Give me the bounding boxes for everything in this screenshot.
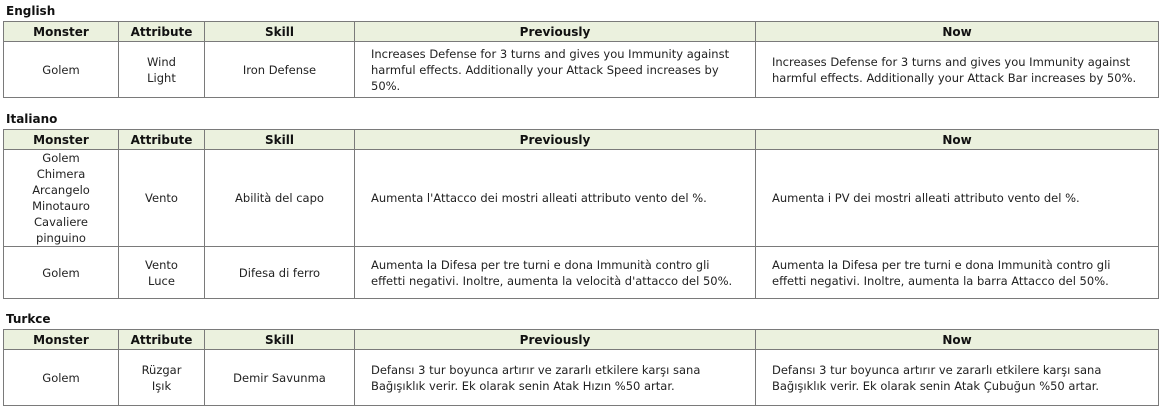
col-header-monster: Monster (4, 330, 119, 350)
table-turkce (3, 329, 1159, 406)
monster-cell: Golem (4, 247, 119, 299)
col-header-attribute: Attribute (119, 330, 205, 350)
previously-cell: Aumenta l'Attacco dei mostri alleati attributo vento del %. (355, 150, 756, 247)
skill-cell: Demir Savunma (205, 350, 355, 406)
skill-cell: Iron Defense (205, 42, 355, 98)
section-title-turkce: Turkce (6, 312, 51, 326)
col-header-skill: Skill (205, 22, 355, 42)
attribute-cell: Vento (119, 150, 205, 247)
table-row (4, 350, 1159, 406)
col-header-previously: Previously (355, 130, 756, 150)
table-italiano (3, 129, 1159, 299)
col-header-skill: Skill (205, 130, 355, 150)
monster-cell: Golem (4, 350, 119, 406)
table-row (4, 150, 1159, 247)
previously-cell: Aumenta la Difesa per tre turni e dona Immunità contro gli effetti negativi. Inoltre, aumenta la velocità d'attacco del 50%. (355, 247, 756, 299)
now-cell: Defansı 3 tur boyunca artırır ve zararlı etkilere karşı sana Bağışıklık verir. Ek olarak senin Atak Çubuğun %50 artar. (756, 350, 1159, 406)
col-header-monster: Monster (4, 130, 119, 150)
now-cell: Aumenta i PV dei mostri alleati attributo vento del %. (756, 150, 1159, 247)
previously-cell: Increases Defense for 3 turns and gives you Immunity against harmful effects. Additionally your Attack Speed increases by 50%. (355, 42, 756, 98)
col-header-previously: Previously (355, 330, 756, 350)
col-header-now: Now (756, 22, 1159, 42)
previously-cell: Defansı 3 tur boyunca artırır ve zararlı etkilere karşı sana Bağışıklık verir. Ek olarak senin Atak Hızın %50 artar. (355, 350, 756, 406)
table-row (4, 247, 1159, 299)
col-header-now: Now (756, 330, 1159, 350)
col-header-attribute: Attribute (119, 22, 205, 42)
col-header-previously: Previously (355, 22, 756, 42)
monster-cell: Golem Chimera Arcangelo Minotauro Cavaliere pinguino (4, 150, 119, 247)
now-cell: Increases Defense for 3 turns and gives you Immunity against harmful effects. Additionally your Attack Bar increases by 50%. (756, 42, 1159, 98)
monster-cell: Golem (4, 42, 119, 98)
attribute-cell: Wind Light (119, 42, 205, 98)
header-row (4, 330, 1159, 350)
skill-cell: Abilità del capo (205, 150, 355, 247)
col-header-skill: Skill (205, 330, 355, 350)
header-row (4, 130, 1159, 150)
table-row (4, 42, 1159, 98)
skill-cell: Difesa di ferro (205, 247, 355, 299)
now-cell: Aumenta la Difesa per tre turni e dona Immunità contro gli effetti negativi. Inoltre, aumenta la barra Attacco del 50%. (756, 247, 1159, 299)
col-header-now: Now (756, 130, 1159, 150)
attribute-cell: Vento Luce (119, 247, 205, 299)
section-title-english: English (6, 4, 56, 18)
section-title-italiano: Italiano (6, 112, 58, 126)
col-header-attribute: Attribute (119, 130, 205, 150)
attribute-cell: Rüzgar Işık (119, 350, 205, 406)
table-english (3, 21, 1159, 98)
header-row (4, 22, 1159, 42)
col-header-monster: Monster (4, 22, 119, 42)
